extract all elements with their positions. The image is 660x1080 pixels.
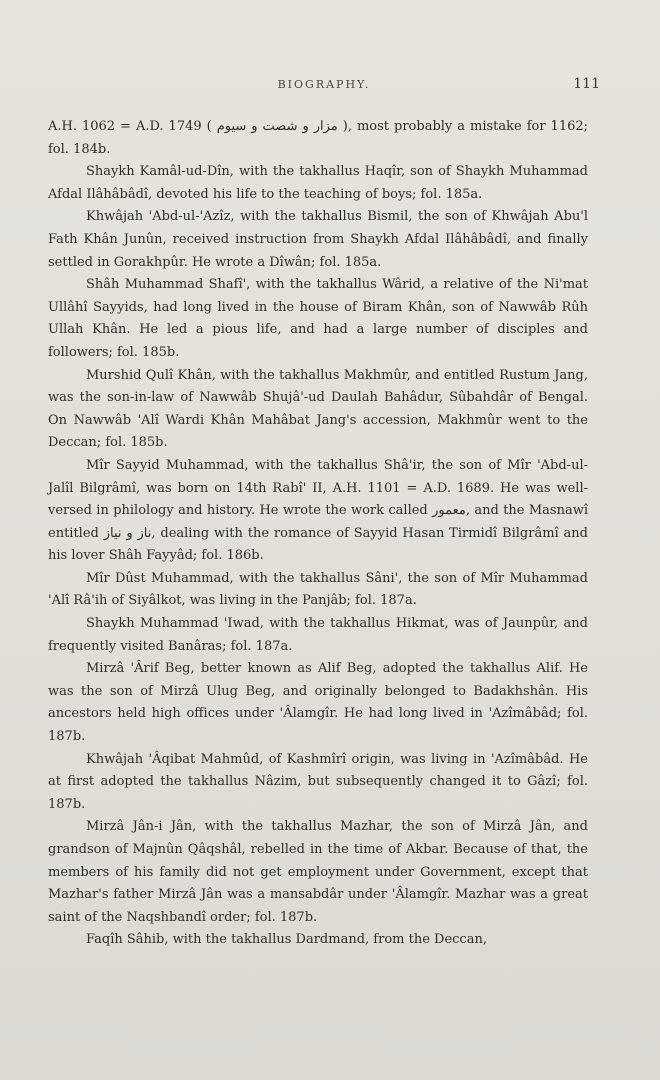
entry-arif-beg: Mirzâ 'Ârif Beg, better known as Alif Beg, adopted the takhallus Alif. He was the son of Mirzâ Ulug Beg, and originally belonged to Badakhshân. His ancestors held high offices under 'Âlamgîr. He had long lived in 'Azîmâbâd; fol. 187b.	[48, 661, 588, 745]
page-header	[48, 78, 600, 98]
entry-muhammad-shafi: Shâh Muhammad Shafî', with the takhallus Wârid, a relative of the Ni'mat Ullâhî Sayyids, had long lived in the house of Biram Khân, son of Nawwâb Rûh Ullah Khân. He led a pious life, and had a large number of disciples and followers; fol. 185b.	[48, 277, 588, 360]
entry-abd-ul-aziz: Khwâjah 'Abd-ul-'Azîz, with the takhallus Bismil, the son of Khwâjah Abu'l Fath Khân Junûn, received instruction from Shaykh Afdal Ilâhâbâdî, and finally settled in Gorakhpûr. He wrote a Dîwân; fol. 185a.	[48, 209, 588, 270]
paragraph-continuation: A.H. 1062 = A.D. 1749 ( مزار و شصت و سیوم ), most probably a mistake for 1162; fol. 184b.	[48, 119, 589, 157]
entry-jan-i-jan: Mirzâ Jân-i Jân, with the takhallus Mazhar, the son of Mirzâ Jân, and grandson of Majnûn Qâqshâl, rebelled in the time of Akbar. Because of that, the members of his family did not get employment under Government, except that Mazhar's father Mirzâ Jân was a mansabdâr under 'Âlamgîr. Mazhar was a great saint of the Naqshbandî order; fol. 187b.	[48, 819, 588, 925]
entry-aqibat-mahmud: Khwâjah 'Âqibat Mahmûd, of Kashmîrî origin, was living in 'Azîmâbâd. He at first adopted the takhallus Nâzim, but subsequently changed it to Gâzî; fol. 187b.	[48, 751, 588, 812]
page-body	[48, 116, 588, 952]
entry-murshid-quli-khan: Murshid Qulî Khân, with the takhallus Makhmûr, and entitled Rustum Jang, was the son-in-law of Nawwâb Shujâ'-ud Daulah Bahâdur, Sûbahdâr of Bengal. On Nawwâb 'Alî Wardi Khân Mahâbat Jang's accession, Makhmûr went to the Deccan; fol. 185b.	[48, 367, 588, 451]
entry-muhammad-iwad: Shaykh Muhammad 'Iwad, with the takhallus Hikmat, was of Jaunpûr, and frequently visited Banâras; fol. 187a.	[48, 616, 588, 654]
entry-sayyid-muhammad: Mîr Sayyid Muhammad, with the takhallus Shâ'ir, the son of Mîr 'Abd-ul-Jalîl Bilgrâmî, was born on 14th Rabî' II, A.H. 1101 = A.D. 1689. He was well-versed in philology and history. He wrote the work called معمور, and the Masnawî entitled ناز و نیاز, dealing with the romance of Sayyid Hasan Tirmidî Bilgrâmî and his lover Shâh Fayyâd; fol. 186b.	[48, 457, 588, 564]
entry-faqih-sahib: Faqîh Sâhib, with the takhallus Dardmand, from the Deccan,	[86, 932, 487, 948]
entry-dust-muhammad: Mîr Dûst Muhammad, with the takhallus Sâni', the son of Mîr Muhammad 'Alî Râ'ih of Siyâlkot, was living in the Panjâb; fol. 187a.	[48, 570, 588, 609]
running-title: BIOGRAPHY.	[277, 78, 371, 91]
page-number: 111	[573, 76, 600, 92]
entry-kamal-ud-din: Shaykh Kamâl-ud-Dîn, with the takhallus Haqîr, son of Shaykh Muhammad Afdal Ilâhâbâdî, devoted his life to the teaching of boys; fol. 185a.	[48, 164, 588, 202]
